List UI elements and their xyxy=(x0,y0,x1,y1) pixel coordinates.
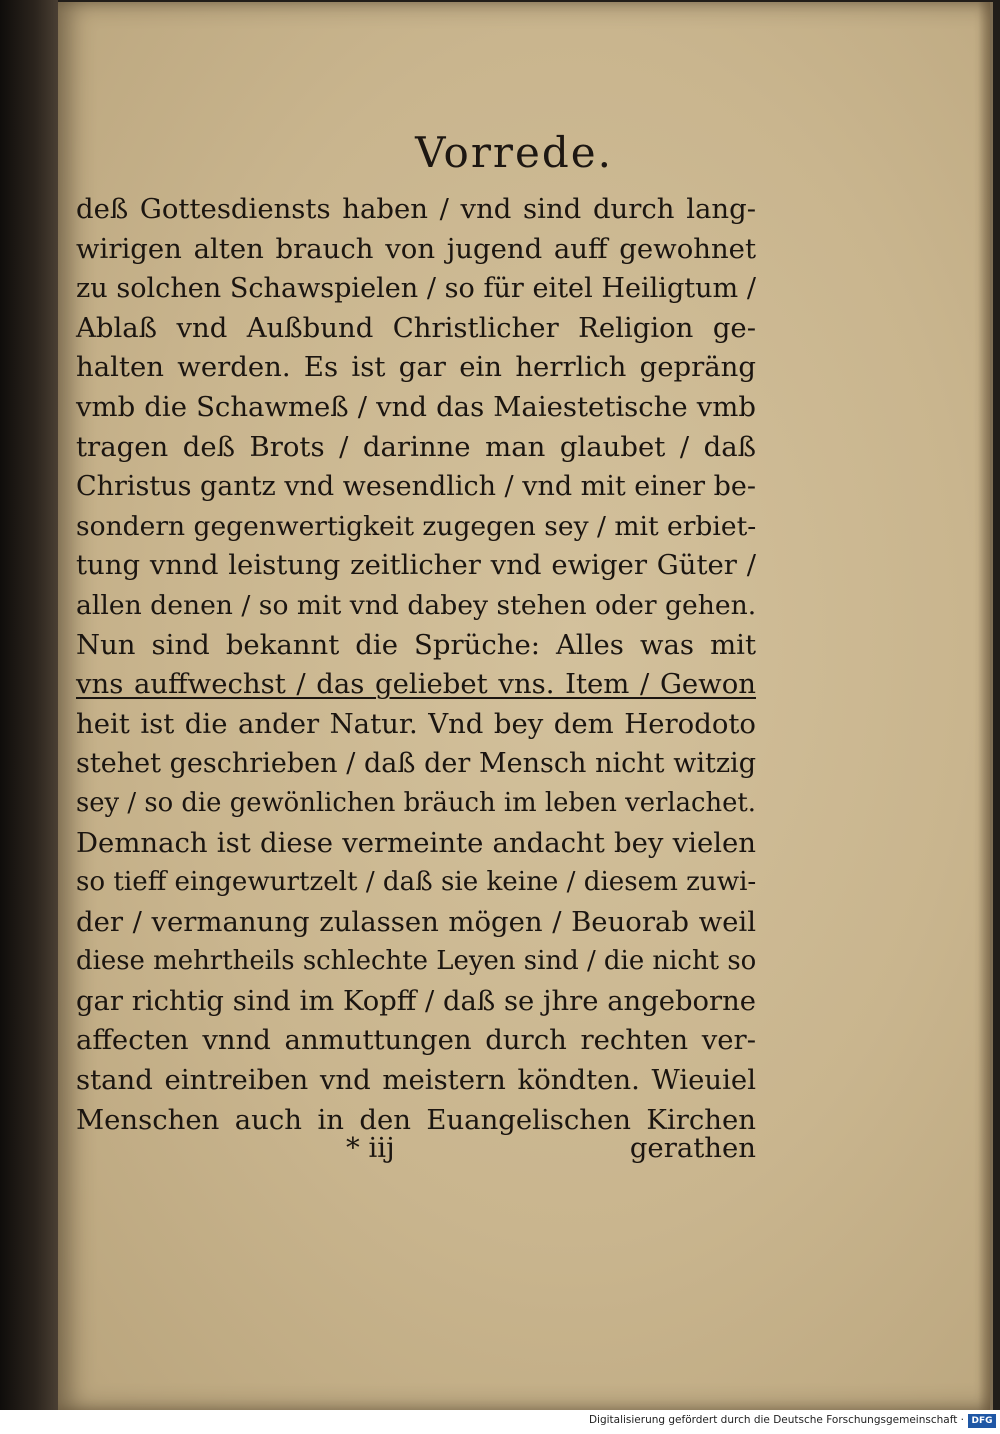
text-line: zu solchen Schawspielen / so für eitel Heiligtum / xyxy=(76,273,756,305)
text-line: vmb die Schawmeß / vnd das Maiestetische vmb xyxy=(76,390,756,423)
digitization-credit: Digitalisierung gefördert durch die Deutsche Forschungsgemeinschaft · xyxy=(588,1414,964,1426)
text-line: wirigen alten brauch von jugend auff gewohnet xyxy=(76,232,756,265)
dfg-logo: DFG xyxy=(968,1414,996,1428)
text-line: tung vnnd leistung zeitlicher vnd ewiger Güter / xyxy=(76,549,756,582)
text-line: gar richtig sind im Kopff / daß se jhre angeborne xyxy=(76,985,756,1017)
text-line: der / vermanung zulassen mögen / Beuorab weil xyxy=(76,905,756,938)
text-line: Nun sind bekannt die Sprüche: Alles was mit xyxy=(76,628,756,661)
text-line: heit ist die ander Natur. Vnd bey dem Herodoto xyxy=(76,707,756,740)
text-line: allen denen / so mit vnd dabey stehen oder gehen. xyxy=(76,589,757,621)
text-line: stehet geschrieben / daß der Mensch nicht witzig xyxy=(76,748,756,780)
text-line: Ablaß vnd Außbund Christlicher Religion ge- xyxy=(76,311,756,344)
text-line: halten werden. Es ist gar ein herrlich gepräng xyxy=(76,351,756,384)
text-line-underlined: vns auffwechst / das geliebet vns. Item / Gewon xyxy=(76,668,756,701)
body-text xyxy=(76,190,756,1140)
page-heading: Vorrede. xyxy=(415,128,613,177)
text-line: so tieff eingewurtzelt / daß sie keine / diesem zuwi- xyxy=(76,867,757,898)
text-line: affecten vnnd anmuttungen durch rechten ver- xyxy=(76,1024,756,1057)
text-line: stand eintreiben vnd meistern köndten. Wieuiel xyxy=(76,1064,756,1097)
text-line: Menschen auch in den Euangelischen Kirchen xyxy=(76,1103,756,1136)
signature-mark: * iij xyxy=(346,1132,395,1164)
book-spine xyxy=(0,0,58,1410)
text-line: tragen deß Brots / darinne man glaubet / daß xyxy=(76,430,756,463)
text-line: Christus gantz vnd wesendlich / vnd mit einer be- xyxy=(76,471,756,503)
text-line: diese mehrtheils schlechte Leyen sind / die nicht so xyxy=(76,946,757,977)
text-line: Demnach ist diese vermeinte andacht bey vielen xyxy=(76,826,756,859)
page-edge-shadow xyxy=(978,2,990,1410)
text-line: sey / so die gewönlichen bräuch im leben verlachet. xyxy=(76,787,756,818)
text-line: sondern gegenwertigkeit zugegen sey / mit erbiet- xyxy=(76,510,757,542)
text-line: deß Gottesdiensts haben / vnd sind durch lang- xyxy=(76,193,756,225)
catchword: gerathen xyxy=(629,1132,756,1164)
